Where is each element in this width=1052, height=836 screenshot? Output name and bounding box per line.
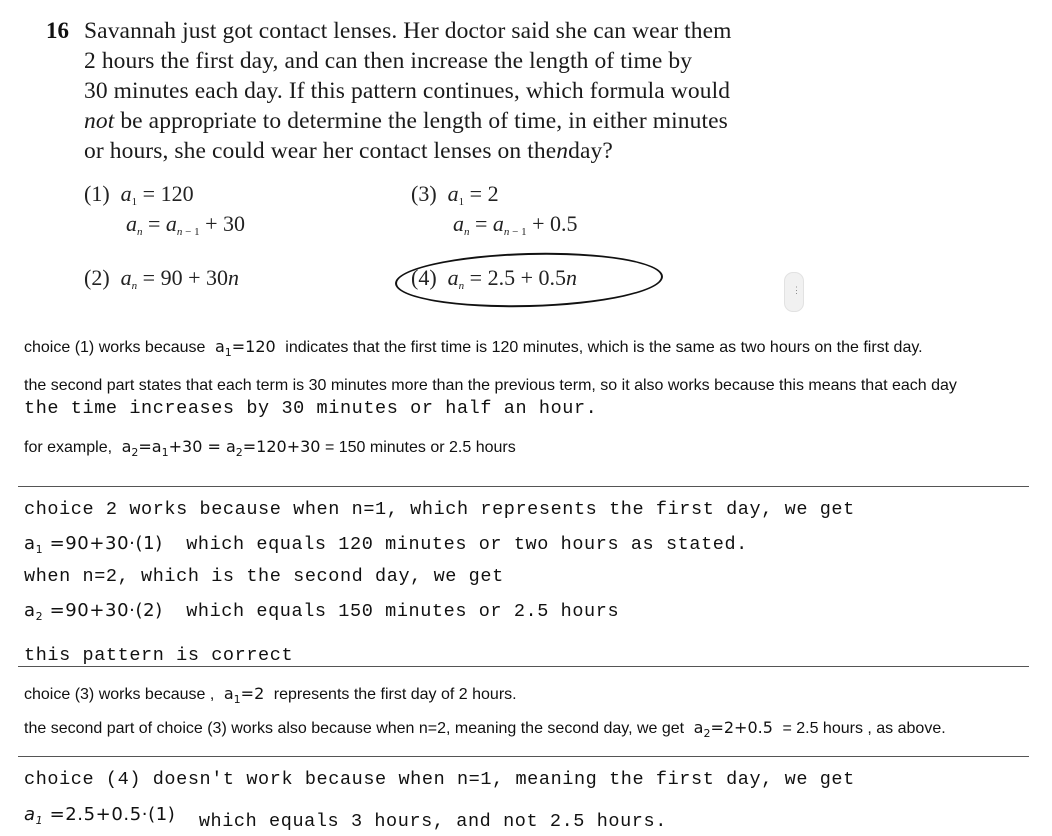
choice-3-result: = 2.5 hours , as above. (782, 720, 946, 737)
choice-3-second-text: the second part of choice (3) works also because when n=2, meaning the second day, we get (24, 720, 685, 737)
scroll-handle[interactable] (784, 272, 804, 312)
choice-2-line-4 (24, 600, 619, 623)
option-3-initial: = 2 (469, 181, 499, 206)
question-line-5-end: day? (568, 138, 613, 164)
choice-4-text: which equals 3 hours, and not 2.5 hours. (198, 811, 667, 832)
question-number: 16 (46, 18, 69, 43)
choice-1-text-b: indicates that the first time is 120 minutes, which is the same as two hours on the first day. (285, 339, 923, 356)
question-line-1: Savannah just got contact lenses. Her doctor said she can wear them (84, 18, 732, 44)
example-result: = 150 minutes or 2.5 hours (324, 439, 516, 456)
divider-2 (18, 666, 1029, 667)
option-2: (2) $a_n = 90 + 30n$ (84, 265, 239, 292)
choice-2-line-1: choice 2 works because when n=1, which represents the first day, we get (24, 499, 855, 520)
question-line-4 (84, 108, 728, 135)
question-line-3: 30 minutes each day. If this pattern continues, which formula would (84, 78, 731, 104)
option-1-recursive-add: + 30 (205, 211, 246, 236)
choice-2-eq-2-text: which equals 150 minutes or 2.5 hours (186, 601, 620, 622)
divider-1 (18, 486, 1029, 487)
choice-4-eq: $a_1 =2.5+0.5\cdot(1)$ (24, 804, 176, 827)
question-line-4-text: be appropriate to determine the length of time, in either minutes (120, 108, 728, 134)
choice-3-math-2: $a_2=2+0.5$ (688, 718, 773, 740)
choice-3-line-2 (24, 718, 946, 740)
divider-3 (18, 756, 1029, 757)
choice-2-line-2 (24, 533, 748, 556)
choice-1-example (24, 437, 516, 459)
choice-3-line-1 (24, 684, 517, 706)
emphasis-not: not (84, 108, 115, 134)
option-1-line-2: $a_n = a_{n - 1} + 30$ (126, 211, 246, 238)
choice-1-second-part: the second part states that each term is 30 minutes more than the previous term, so it also works because this means that each day (24, 377, 957, 394)
choice-3-math-1: $a_1=2$ (218, 684, 265, 706)
choice-3-text-a: choice (3) works because , (24, 686, 215, 703)
choice-3-text-b: represents the first day of 2 hours. (273, 686, 517, 703)
choice-4-line-2 (24, 804, 667, 832)
choice-1-math: $a_1=120$ (209, 337, 276, 359)
option-2-label: (2) (84, 265, 110, 290)
question-line-5-text: or hours, she could wear her contact lenses on the (84, 138, 557, 164)
example-label: for example, (24, 439, 113, 456)
choice-1-second-part-cont: the time increases by 30 minutes or half an hour. (24, 398, 598, 419)
choice-2-eq-2: $a_2 =90+30\cdot(2)$ (24, 600, 163, 623)
option-3-line-2: $a_n = a_{n - 1} + 0.5$ (453, 211, 578, 238)
choice-4-line-1: choice (4) doesn't work because when n=1, meaning the first day, we get (24, 769, 855, 790)
choice-2-eq-1: $a_1 =90+30\cdot(1)$ (24, 533, 163, 556)
choice-1-explanation (24, 337, 923, 359)
question-line-5 (84, 138, 613, 165)
option-1-initial: = 120 (142, 181, 194, 206)
option-2-formula: = 90 + 30 (142, 265, 228, 290)
option-1-recursive-start: = a (148, 211, 177, 236)
option-4-label: (4) (411, 265, 437, 290)
option-4: (4) $a_n = 2.5 + 0.5n$ (411, 265, 577, 292)
grip-icon: ⋮ (792, 285, 801, 295)
choice-2-eq-1-text: which equals 120 minutes or two hours as stated. (186, 534, 748, 555)
option-3-label: (3) (411, 181, 437, 206)
option-3-line-1: (3) $a_1 = 2$ (411, 181, 499, 208)
option-1-line-1: (1) $a_1 = 120$ (84, 181, 194, 208)
choice-2-line-3: when n=2, which is the second day, we get (24, 566, 504, 587)
option-3-recursive-add: + 0.5 (532, 211, 578, 236)
example-math: $a_2=a_1+30 = a_2=120+30$ (116, 437, 321, 459)
choice-2-conclusion: this pattern is correct (24, 645, 294, 666)
choice-1-text-a: choice (1) works because (24, 339, 206, 356)
option-1-label: (1) (84, 181, 110, 206)
option-4-formula: = 2.5 + 0.5 (469, 265, 566, 290)
emphasis-n: n (556, 138, 569, 164)
question-line-2: 2 hours the first day, and can then increase the length of time by (84, 48, 693, 74)
